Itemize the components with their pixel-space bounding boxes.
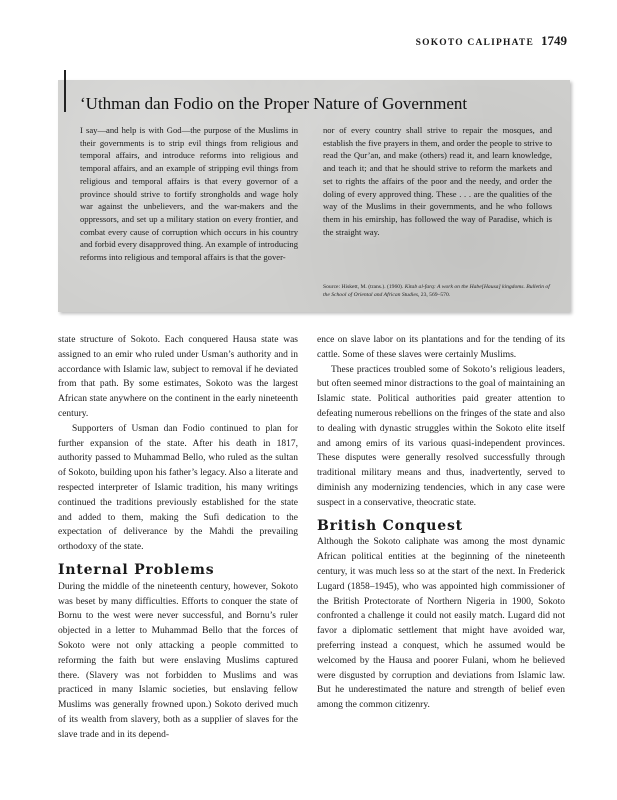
source-details: 23, 569–570. (419, 292, 451, 298)
running-head (416, 33, 567, 49)
paragraph: ence on slave labor on its plantations and for the tending of its cattle. Some of these slaves were certainly Muslims. (317, 335, 565, 360)
paragraph: Although the Sokoto caliphate was among the most dynamic African political entities at the beginning of the nineteenth century, it was much less so at the start of the next. In Frederick Lugard (1858–1945), who was appointed high commissioner of the British Protectorate of Northern Nigeria in 1900, Sokoto confronted a challenge it could not easily match. Lugard did not favor a diplomatic settlement that might have avoided war, preferring instead a conquest, which he assumed would be welcomed by the Hausa and poorer Fulani, whom he believed were disgusted by corruption and deviations from Islamic law. But he underestimated the nature and strength of belief even among the common citizenry. (317, 537, 565, 711)
source-title: Kitab al-farq: A work on the Habe[Hausa] kingdoms. (404, 284, 525, 290)
body-column-left (58, 333, 298, 743)
source-journal: Bulletin of the School of Oriental and African Studies, (323, 284, 550, 298)
paragraph: state structure of Sokoto. Each conquered Hausa state was assigned to an emir who ruled under Usman’s authority and in accordance with Islamic law, subject to removal if he deviated from that path. By some estimates, Sokoto was the largest African state anywhere on the continent in the early nineteenth century. (58, 335, 298, 419)
source-prefix: Source: Hiskett, M. (trans.). (1960). (323, 284, 405, 290)
page-number: 1749 (541, 33, 567, 48)
section-heading-british-conquest: British Conquest (317, 517, 463, 534)
sidebar-rule (64, 70, 66, 112)
paragraph: Supporters of Usman dan Fodio continued to plan for further expansion of the state. After his death in 1817, authority passed to Muhammad Bello, who ruled as the sultan of Sokoto, building upon his father’s legacy. Also a literate and respected interpreter of Islamic tradition, his many writings continued the traditions previously established for the state and added to them, making the Sufi dedication to the expectation of deliverance by the Mahdi the prevailing orthodoxy of the state. (58, 423, 298, 553)
body-column-right (317, 333, 565, 713)
sidebar-text-right: nor of every country shall strive to repair the mosques, and establish the five prayers in them, and order the people to strive to read the Qur’an, and make (others) read it, and learn knowledge, and teach it; and that he should strive to reform the markets and set to rights the affairs of the poor and the needy, and order the doling of every approved thing. These . . . are the qualities of the way of the Muslims in their governments, and he who follows them in his emirship, has followed the way of Paradise, which is the straight way. (323, 125, 552, 237)
paragraph: These practices troubled some of Sokoto’s religious leaders, but often seemed minor distractions to the goal of maintaining an Islamic state. Political authorities paid greater attention to defeating numerous rebellions on the fringes of the state and also to dealing with dynastic struggles within the Sokoto elite itself and among emirs of its various quasi-independent provinces. These disputes were generally resolved successfully through traditional military means and thus, inadvertently, served to diminish any modernizing tendencies, which in any case were suspect in a conservative, theocratic state. (317, 364, 565, 508)
section-heading-internal-problems: Internal Problems (58, 561, 215, 578)
paragraph: During the middle of the nineteenth century, however, Sokoto was beset by many difficulties. Efforts to conquer the state of Bornu to the west were never successful, and Bornu’s ruler objected in a letter to Muhammad Bello that the forces of Sokoto were not only attacking a people committed to reforming the faith but were enslaving Muslims captured there. (Slavery was not forbidden to Muslims and was practiced in many Islamic societies, but enslaving fellow Muslims was generally frowned upon.) Sokoto derived much of its wealth from slavery, both as a supplier of slaves for the slave trade and in its depend- (58, 581, 298, 740)
running-head-section: SOKOTO CALIPHATE (415, 38, 534, 48)
sidebar-title: ‘Uthman dan Fodio on the Proper Nature of Government (80, 94, 468, 113)
sidebar-source (323, 283, 552, 299)
sidebar-text-left: I say—and help is with God—the purpose of the Muslims in their governments is to strip evil things from religious and temporal affairs, and introduce reforms into religious and temporal affairs, and an example of stripping evil things from religious and temporal affairs is that every governor of a province should strive to fortify strongholds and wage holy war against the unbelievers, and the war-makers and the oppressors, and set up a military station on every frontier, and combat every cause of corruption which occurs in his country and forbid every disapproved thing. An example of introducing reforms into religious and temporal affairs is that the gover- (80, 125, 298, 263)
